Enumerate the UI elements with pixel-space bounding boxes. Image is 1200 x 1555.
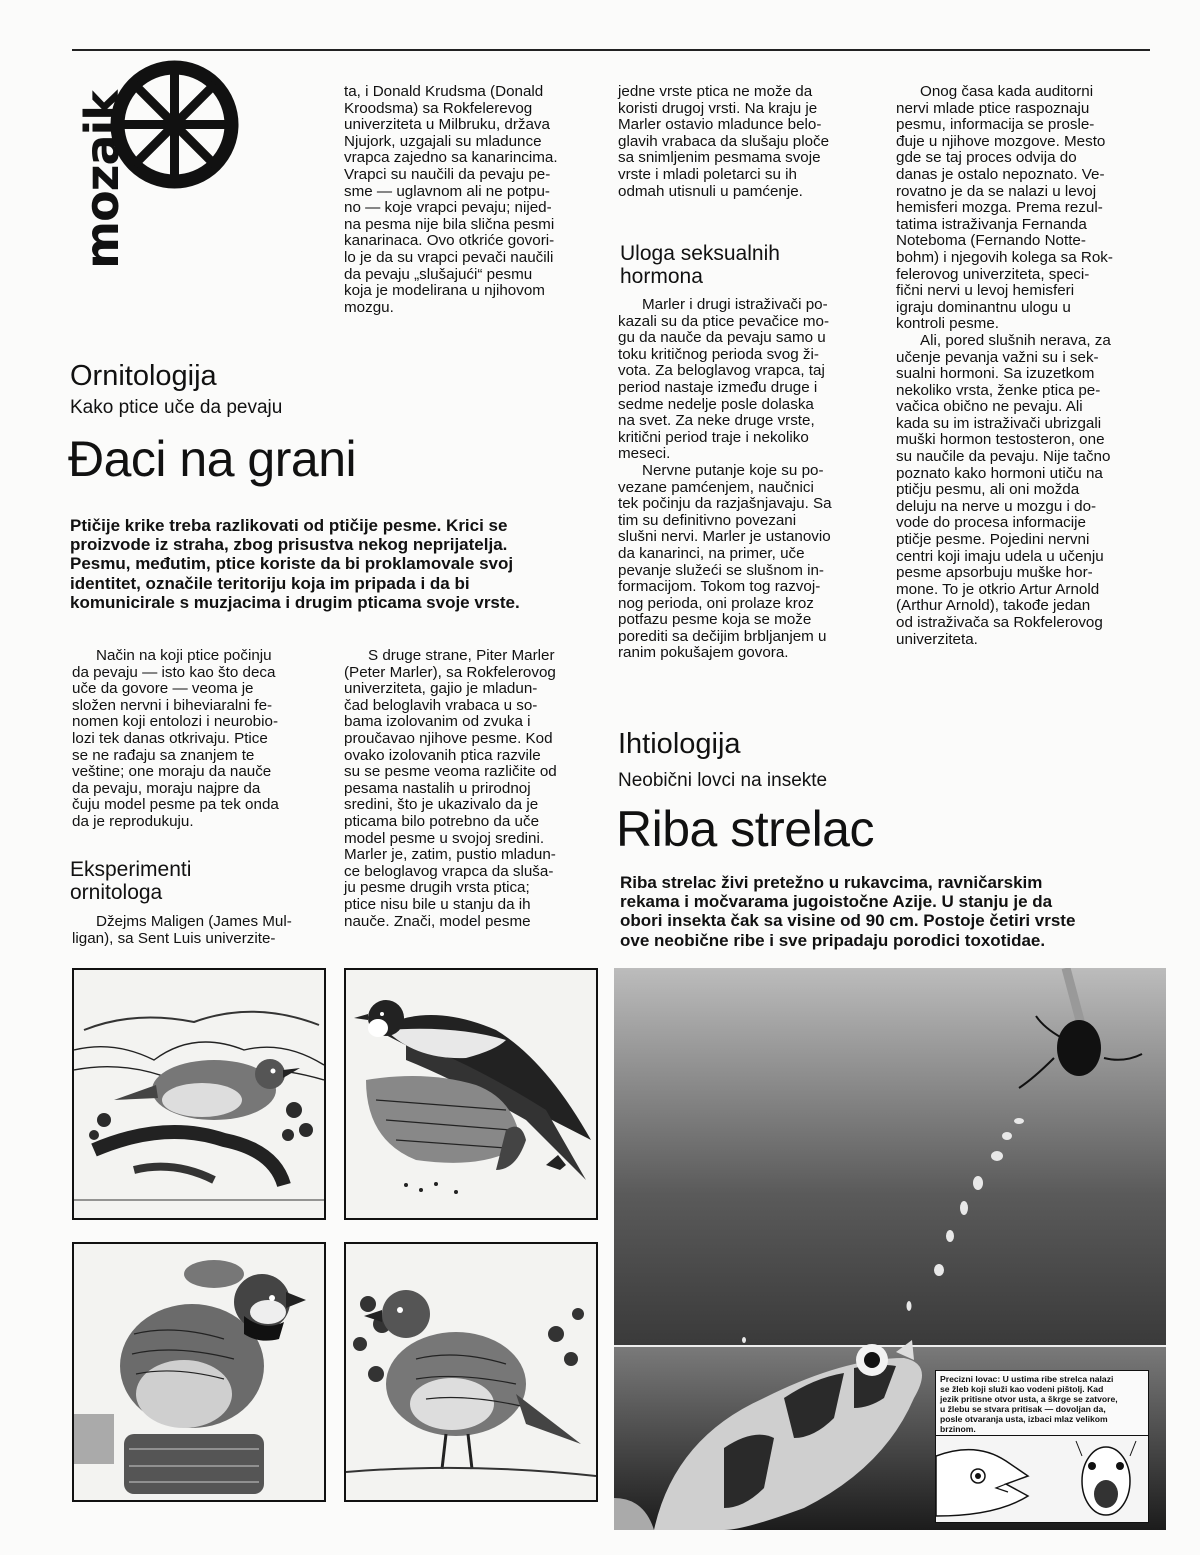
text-line: sredini, što je ukazivalo da je <box>344 796 539 814</box>
text-line: pesmu, informacija se prosle- <box>896 116 1095 134</box>
text-line: pesama nastalih u prirodnoj <box>344 779 531 797</box>
text-line: hemisferi mozga. Prema rezul- <box>896 199 1103 217</box>
text-line: kritični period traje i nekoliko <box>618 428 809 446</box>
text-line: fični nervi u levoj hemisferi <box>896 282 1075 300</box>
lead-line: Pesmu, međutim, ptice koriste da bi proklamovale svoj <box>70 554 514 574</box>
text-line: slušni nervi. Marler je ustanovio <box>618 528 831 546</box>
subhead-line: ornitologa <box>70 881 163 904</box>
text-line: ligan), sa Sent Luis univerzite- <box>72 929 276 947</box>
text-line: se ne rađaju sa znanjem te <box>72 746 255 764</box>
kicker-ihtiologija: Neobični lovci na insekte <box>618 770 828 791</box>
text-line: da pevaju, moraju najpre da <box>72 779 261 797</box>
section-title-ornitologija: Ornitologija <box>70 360 217 392</box>
text-line: igraju dominantnu ulogu u <box>896 298 1071 316</box>
text-line: potfazu pesme koja se može <box>618 611 812 629</box>
text-line: na pesma nije bila slična pesmi <box>344 215 555 233</box>
lead-ihtiologija <box>620 873 1160 950</box>
text-line: Marler i drugi istraživači po- <box>642 296 828 313</box>
text-line: ta, i Donald Krudsma (Donald <box>344 83 544 100</box>
text-line: tim su definitivno povezani <box>618 511 797 529</box>
text-line: vrapca zajedno sa kanarincima. <box>344 149 558 167</box>
lead-line: rekama i močvarama jugoistočne Azije. U stanju je da <box>620 892 1053 912</box>
text-line: glavih vrabaca da slušaju ploče <box>618 132 830 150</box>
text-line: univerziteta. <box>896 630 978 648</box>
text-line: gde se taj proces odvija do <box>896 149 1077 167</box>
text-line: Marler je, zatim, pustio mladun- <box>344 846 556 864</box>
text-line: Način na koji ptice počinju <box>96 647 272 664</box>
text-line: ptičje pesme. Pojedini nervni <box>896 531 1090 549</box>
text-line: koja je modelirana u njihovom <box>344 282 545 300</box>
text-line: Noteboma (Fernando Notte- <box>896 232 1086 250</box>
text-line: Njujork, uzgajali su mladunce <box>344 132 542 150</box>
kicker-ornitologija: Kako ptice uče da pevaju <box>70 397 283 418</box>
text-line: koristi drugoj vrsti. Na kraju je <box>618 99 818 117</box>
bird-illustration-warbler <box>72 968 326 1220</box>
text-line: pesme apsorbuju muške hor- <box>896 564 1093 582</box>
caption-line: se žleb koji služi kao vodeni pištolj. Kad <box>940 1384 1104 1394</box>
text-line: ranim pokušajem govora. <box>618 644 789 662</box>
text-line: pevanje služeći se slušnom in- <box>618 561 824 579</box>
text-line: od istraživača sa Rokfelerovog <box>896 614 1103 631</box>
text-line: rovatno je da se nalazi u levoj <box>896 182 1097 200</box>
text-line: ce beloglavog vrapca da sluša- <box>344 862 554 880</box>
headline-riba-strelac: Riba strelac <box>616 801 874 857</box>
text-line: porediti sa dečijim brbljanjem u <box>618 627 827 645</box>
text-line: toku kritičnog perioda svog ži- <box>618 345 819 363</box>
text-line: čuju model pesme pa tek onda <box>72 796 279 814</box>
text-line: veštine; one moraju da nauče <box>72 763 272 781</box>
text-line: kazali su da ptice pevačice mo- <box>618 312 830 330</box>
text-line: Onog časa kada auditorni <box>920 83 1094 100</box>
text-line: nervi mlade ptice raspoznaju <box>896 99 1090 117</box>
subhead-hormona <box>620 242 780 288</box>
text-line: gu da nauče da pevaju samo u <box>618 329 826 347</box>
text-line: proučavao njihove pesme. Kod <box>344 729 553 747</box>
text-line: vode do procesa informacije <box>896 514 1086 532</box>
text-line: poznato kako hormoni utiču na <box>896 464 1103 482</box>
text-line: sme — uglavnom ali ne potpu- <box>344 182 550 200</box>
text-line: kontroli pesme. <box>896 315 999 333</box>
text-line: muški hormon testosteron, one <box>896 431 1105 449</box>
text-line: da je reprodukuju. <box>72 812 194 830</box>
text-line: tek počinju da razjašnjavaju. Sa <box>618 495 832 513</box>
text-line: danas je ostalo nepoznato. Ve- <box>896 165 1105 183</box>
article-col3-top <box>618 84 872 200</box>
bird-illustration-swallow <box>344 968 598 1220</box>
text-line: ju pesme drugih vrsta ptica; <box>344 879 530 897</box>
subhead-line: hormona <box>620 265 703 288</box>
subhead-line: Eksperimenti <box>70 858 192 881</box>
text-line: Ali, pored slušnih nerava, za <box>920 331 1111 349</box>
text-line: mone. To je otkrio Artur Arnold <box>896 580 1100 598</box>
text-line: bohm) i njegovih kolega sa Rok- <box>896 248 1113 266</box>
text-line: vačica obično ne pevaju. Ali <box>896 398 1083 416</box>
lead-line: obori insekta čak sa visine od 90 cm. Postoje četiri vrste <box>620 911 1076 931</box>
text-line: nekoliko vrsta, ženke ptica pe- <box>896 381 1101 399</box>
article-col1-body <box>72 648 324 831</box>
caption-line: brzinom. <box>940 1424 976 1434</box>
article-col4 <box>896 84 1150 648</box>
text-line: nog perioda, oni prolaze kroz <box>618 594 814 612</box>
text-line: kada su im istraživači ubrizgali <box>896 414 1102 432</box>
text-line: S druge strane, Piter Marler <box>368 647 555 664</box>
text-line: na svet. Za neke druge vrste, <box>618 412 815 430</box>
article-col2-top <box>344 84 596 316</box>
text-line: Nervne putanje koje su po- <box>642 461 824 479</box>
text-line: ovako izolovanih ptica razvile <box>344 746 541 764</box>
text-line: ptičju pesmu, ali oni možda <box>896 481 1080 499</box>
top-rule <box>72 49 1150 51</box>
text-line: pticama bilo potrebno da uče <box>344 812 540 830</box>
photo-caption <box>935 1370 1149 1438</box>
lead-line: Riba strelac živi pretežno u rukavcima, ravničarskim <box>620 873 1043 892</box>
lead-ornitologija <box>70 516 610 612</box>
lead-line: proizvode iz straha, zbog prisustva nekog neprijatelja. <box>70 535 508 555</box>
lead-line: identitet, označile teritoriju koja im pripada i da bi <box>70 573 470 593</box>
text-line: (Arthur Arnold), takođe jedan <box>896 597 1091 615</box>
text-line: Džejms Maligen (James Mul- <box>96 913 292 930</box>
text-line: sualni hormoni. Sa izuzetkom <box>896 365 1095 383</box>
text-line: odmah utisnuli u pamćenje. <box>618 182 803 200</box>
caption-line: posle otvaranja usta, izbaci mlaz velikom <box>940 1414 1108 1424</box>
text-line: ptice nisu bile u stanju da ih <box>344 895 531 913</box>
text-line: su naučile da pevaju. Nije tačno <box>896 448 1111 466</box>
text-line: kanarinaca. Ovo otkriće govori- <box>344 232 555 250</box>
lead-line: Ptičije krike treba razlikovati od ptičije pesme. Krici se <box>70 516 508 535</box>
caption-line: jezik pritisne otvor usta, a škrge se zatvore, <box>940 1394 1118 1404</box>
text-line: meseci. <box>618 445 671 463</box>
text-line: mozgu. <box>344 298 394 316</box>
subhead-eksperimenti <box>70 858 191 904</box>
text-line: nomen koji entolozi i neurobio- <box>72 713 278 731</box>
text-line: vota. Za beloglavog vrapca, taj <box>618 362 825 380</box>
text-line: formacijom. Tokom tog razvoj- <box>618 578 821 596</box>
text-line: su se pesme veoma različite od <box>344 763 557 781</box>
text-line: učenje pevanja važni su i sek- <box>896 348 1099 366</box>
text-line: lo je da su vrapci pevači naučili <box>344 248 554 266</box>
text-line: čad beloglavih vrabaca u so- <box>344 696 538 714</box>
text-line: lozi tek danas otkrivaju. Ptice <box>72 729 268 747</box>
text-line: sedme nedelje posle dolaska <box>618 395 814 413</box>
fish-mouth-diagram <box>935 1435 1149 1523</box>
text-line: vezane pamćenjem, naučnici <box>618 478 814 496</box>
text-line: nauče. Znači, model pesme <box>344 912 531 930</box>
headline-daci-na-grani: Đaci na grani <box>68 431 357 487</box>
text-line: centri koji imaju udela u učenju <box>896 547 1104 565</box>
lead-line: komunicirale s muzjacima i drugim pticama svoje vrste. <box>70 592 520 612</box>
text-line: jedne vrste ptica ne može da <box>618 83 813 100</box>
text-line: period nastaje između druge i <box>618 378 818 396</box>
text-line: da kanarinci, na primer, uče <box>618 544 805 562</box>
text-line: deluju na nerve u mozgu i do- <box>896 497 1097 515</box>
lead-line: ove neobične ribe i sve pripadaju porodici toxotidae. <box>620 930 1046 950</box>
section-title-ihtiologija: Ihtiologija <box>618 728 741 760</box>
text-line: felerovog univerziteta, speci- <box>896 265 1090 283</box>
article-col2-body <box>344 648 596 930</box>
text-line: (Peter Marler), sa Rokfelerovog <box>344 663 556 681</box>
text-line: Kroodsma) sa Rokfelerevog <box>344 99 533 117</box>
wheel-logo-icon <box>107 57 242 192</box>
bird-illustration-lark <box>344 1242 598 1502</box>
text-line: model pesme u svojoj sredini. <box>344 829 545 847</box>
text-line: univerziteta u Milbruku, država <box>344 116 550 134</box>
text-line: Marler ostavio mladunce belo- <box>618 116 822 134</box>
text-line: složen nervni i biheviaralni fe- <box>72 696 273 714</box>
text-line: no — koje vrapci pevaju; nijed- <box>344 199 552 217</box>
text-line: univerziteta, gajio je mladun- <box>344 680 538 698</box>
text-line: đuje u njihove mozgove. Mesto <box>896 132 1106 150</box>
text-line: uče da govore — veoma je <box>72 680 254 698</box>
article-col3-mid <box>618 297 872 662</box>
text-line: da pevaju „slušajući“ pesmu <box>344 265 533 283</box>
caption-line: u žlebu se stvara pritisak — dovoljan da, <box>940 1404 1106 1414</box>
text-line: tatima istraživanja Fernanda <box>896 215 1087 233</box>
caption-line: Precizni lovac: U ustima ribe strelca nalazi <box>940 1374 1114 1384</box>
bird-illustration-sparrow <box>72 1242 326 1502</box>
text-line: vrste i mladi poletarci su ih <box>618 165 797 183</box>
text-line: bama izolovanim od zvuka i <box>344 713 531 731</box>
subhead-line: Uloga seksualnih <box>620 242 780 265</box>
article-col1-body2 <box>72 914 324 947</box>
text-line: sa snimljenim pesmama svoje <box>618 149 821 167</box>
section-tag-text: mozaik <box>75 91 129 269</box>
text-line: da pevaju — isto kao što deca <box>72 663 276 681</box>
text-line: Vrapci su naučili da pevaju pe- <box>344 165 551 183</box>
